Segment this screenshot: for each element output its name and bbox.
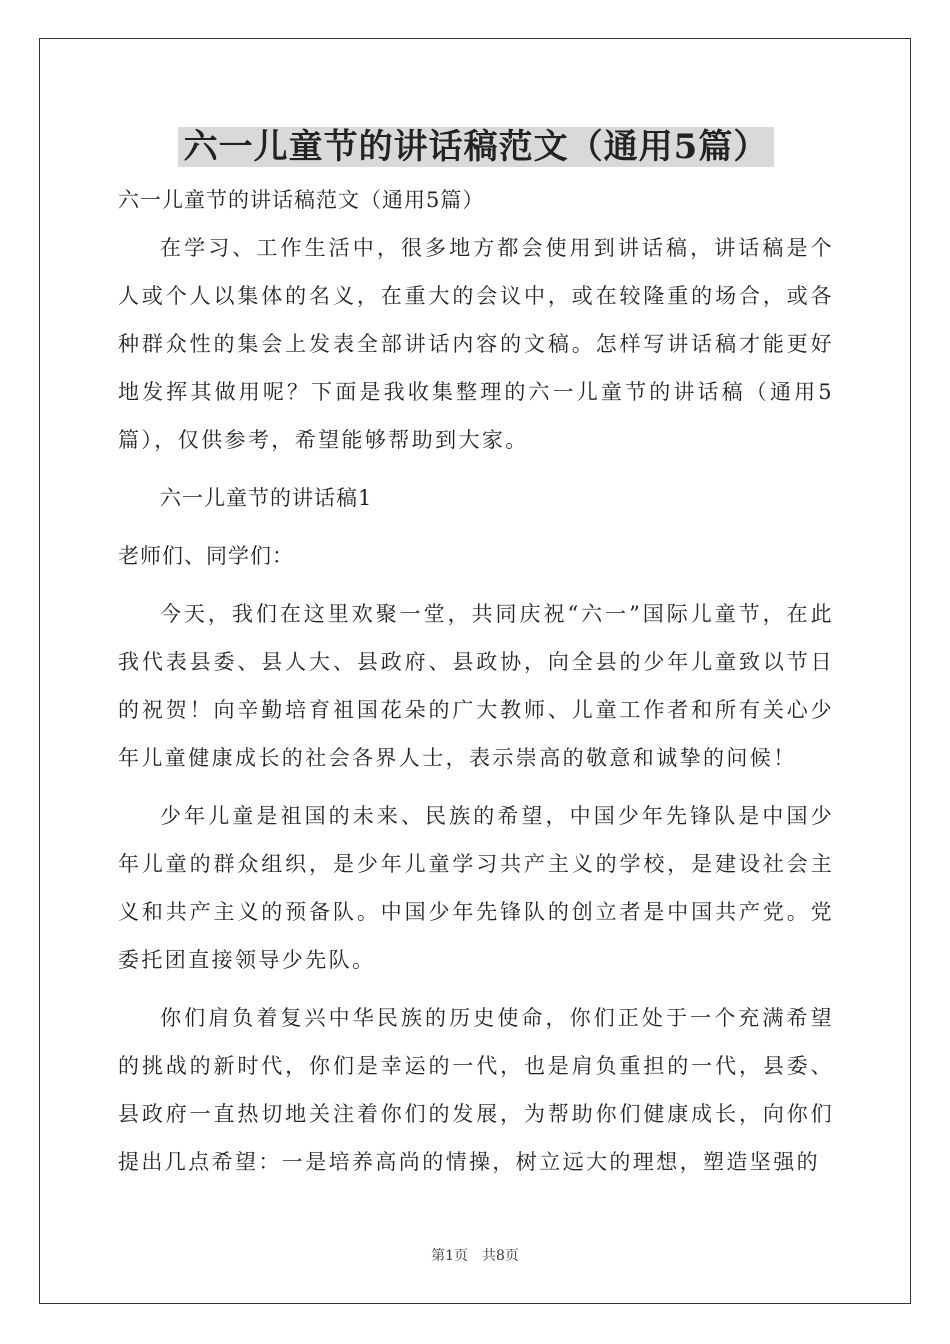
document-title-text: 六一儿童节的讲话稿范文（通用5篇）: [178, 127, 775, 167]
page-total: 共8页: [482, 1248, 519, 1264]
page-footer: [0, 1245, 950, 1265]
document-body: [118, 122, 834, 1186]
section-heading: 六一儿童节的讲话稿1: [160, 486, 373, 510]
spacer: [118, 464, 834, 474]
body-paragraph: 今天，我们在这里欢聚一堂，共同庆祝“六一”国际儿童节，在此我代表县委、县人大、县政府、县政协，向全县的少年儿童致以节日的祝贺！向辛勤培育祖国花朵的广大教师、儿童工作者和所有关心少年儿童健康成长的社会各界人士，表示崇高的敬意和诚挚的问候！: [118, 602, 834, 770]
greeting: 老师们、同学们：: [118, 544, 294, 568]
document-title: [118, 122, 834, 172]
body-paragraph: 你们肩负着复兴中华民族的历史使命，你们正处于一个充满希望的挑战的新时代，你们是幸运的一代，也是肩负重担的一代，县委、县政府一直热切地关注着你们的发展，为帮助你们健康成长，向你们提出几点希望：一是培养高尚的情操，树立远大的理想，塑造坚强的: [118, 1006, 834, 1174]
spacer: [118, 522, 834, 532]
intro-paragraph: 在学习、工作生活中，很多地方都会使用到讲话稿，讲话稿是个人或个人以集体的名义，在重大的会议中，或在较隆重的场合，或各种群众性的集会上发表全部讲话内容的文稿。怎样写讲话稿才能更好地发挥其做用呢？下面是我收集整理的六一儿童节的讲话稿（通用5篇），仅供参考，希望能够帮助到大家。: [118, 236, 834, 452]
document-subtitle: 六一儿童节的讲话稿范文（通用5篇）: [118, 188, 485, 212]
spacer: [118, 580, 834, 590]
body-paragraph: 少年儿童是祖国的未来、民族的希望，中国少年先锋队是中国少年儿童的群众组织，是少年儿童学习共产主义的学校，是建设社会主义和共产主义的预备队。中国少年先锋队的创立者是中国共产党。党委托团直接领导少先队。: [118, 804, 834, 972]
page-number: 第1页: [431, 1248, 468, 1264]
